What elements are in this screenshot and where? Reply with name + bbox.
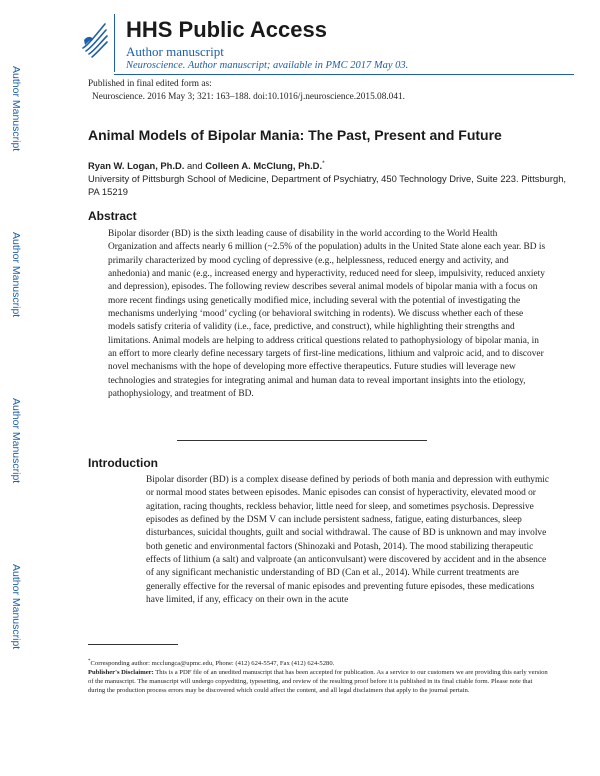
abstract-heading: Abstract [88, 209, 137, 223]
corresponding-author-text: Corresponding author: mcclungca@upmc.edu, Phone: (412) 624-5547, Fax (412) 624-5280. [90, 660, 335, 668]
introduction-body: Bipolar disorder (BD) is a complex disease defined by periods of both mania and depression with euthymic or normal mood states between episodes. Manic episodes can consist of hyperactivity, elevated mood or agitation, racing thoughts, reckless behavior, little need for sleep, and sometimes psychosis. Depressive episodes as defined by the DSM V can include persistent sadness, fatigue, eating disturbances, sleep disturbances, suicidal thoughts, guilt and social withdrawal. The cause of BD is unknown and may involve both genetic and environmental factors (Shinozaki and Potash, 2014). The mood stabilizing therapeutic effects of lithium (a salt) and valproate (an anticonvulsant) were discovered by accident and in the absence of any significant mechanistic understanding of BD (Can et al., 2014). While current treatments are generally effective for the reversal of manic episodes and preventing future episodes, these medications have limited, if any, efficacy on their own in the acute [146, 475, 550, 606]
header-availability [126, 60, 408, 71]
availability-text: Neuroscience. Author manuscript; available in PMC 2017 May 03. [126, 60, 409, 71]
introduction-heading: Introduction [88, 456, 158, 470]
corresponding-author-footnote [88, 657, 550, 668]
abstract-body: Bipolar disorder (BD) is the sixth leading cause of disability in the world according to the World Health Organization and affects nearly 6 million (~2.5% of the population) adults in the United State alone each year. BD is primarily characterized by mood cycling of depressive (e.g., helplessness, reduced energy and activity, and anhedonia) and manic (e.g., increased energy and hyperactivity, reduced need for sleep, impulsivity, reduced anxiety and depression), episodes. The following review describes several animal models of bipolar mania with a focus on more recent findings using genetically modified mice, including several with the potential of investigating the mechanisms underlying ‘mood’ cycling (or behavioral switching in rodents). We discuss whether each of these models satisfy criteria of validity (i.e., face, predictive, and construct), while highlighting their strengths and limitations. Animal models are helping to address critical questions related to pathophysiology of bipolar mania, in an effort to more clearly define necessary targets of first-line medications, lithium and valproic acid, and to discover novel mechanisms with the hope of developing more effective therapeutics. Future studies will leverage new technologies and strategies for integrating animal and human data to reveal important insights into the etiology, pathophysiology, and treatment of BD. [108, 229, 546, 400]
publication-citation: Neuroscience. 2016 May 3; 321: 163–188. doi:10.1016/j.neuroscience.2015.08.041. [92, 92, 405, 102]
author-line [88, 157, 568, 172]
affiliation: University of Pittsburgh School of Medicine, Department of Psychiatry, 450 Technology Drive, Suite 223. Pittsburgh, PA 15219 [88, 173, 567, 198]
authors-block [88, 157, 568, 198]
header-subtitle: Author manuscript [126, 44, 224, 59]
article-title: Animal Models of Bipolar Mania: The Past, Present and Future [88, 127, 502, 143]
author-mcclung: Colleen A. McClung, Ph.D. [205, 160, 323, 172]
sidebar-author-manuscript-label-3: Author Manuscript [10, 398, 22, 484]
publication-info [88, 78, 405, 104]
sidebar-author-manuscript-label-2: Author Manuscript [10, 232, 22, 318]
sidebar-author-manuscript-label-4: Author Manuscript [10, 564, 22, 650]
section-divider [177, 440, 427, 441]
corresponding-mark: * [322, 160, 325, 167]
publisher-disclaimer [88, 668, 550, 695]
hhs-eagle-icon [79, 18, 109, 62]
author-logan: Ryan W. Logan, Ph.D. [88, 160, 185, 172]
footnote-rule [88, 644, 178, 645]
footnote-mark: * [88, 659, 91, 664]
brand-header [114, 12, 574, 75]
sidebar-author-manuscript-label-1: Author Manuscript [10, 66, 22, 152]
disclaimer-label: Publisher's Disclaimer: [88, 669, 154, 676]
publication-label: Published in final edited form as: [88, 79, 212, 89]
author-joiner: and [184, 160, 206, 172]
disclaimer-text: This is a PDF file of an unedited manuscript that has been accepted for publication. As a service to our customers we are providing this early version of the manuscript. The manuscript will undergo copyediting, typesetting, and review of the resulting proof before it is published in its final citable form. Please note that during the production process errors may be discovered which could affect the content, and all legal disclaimers that apply to the journal pertain. [88, 669, 548, 694]
header-title: HHS Public Access [126, 17, 327, 42]
